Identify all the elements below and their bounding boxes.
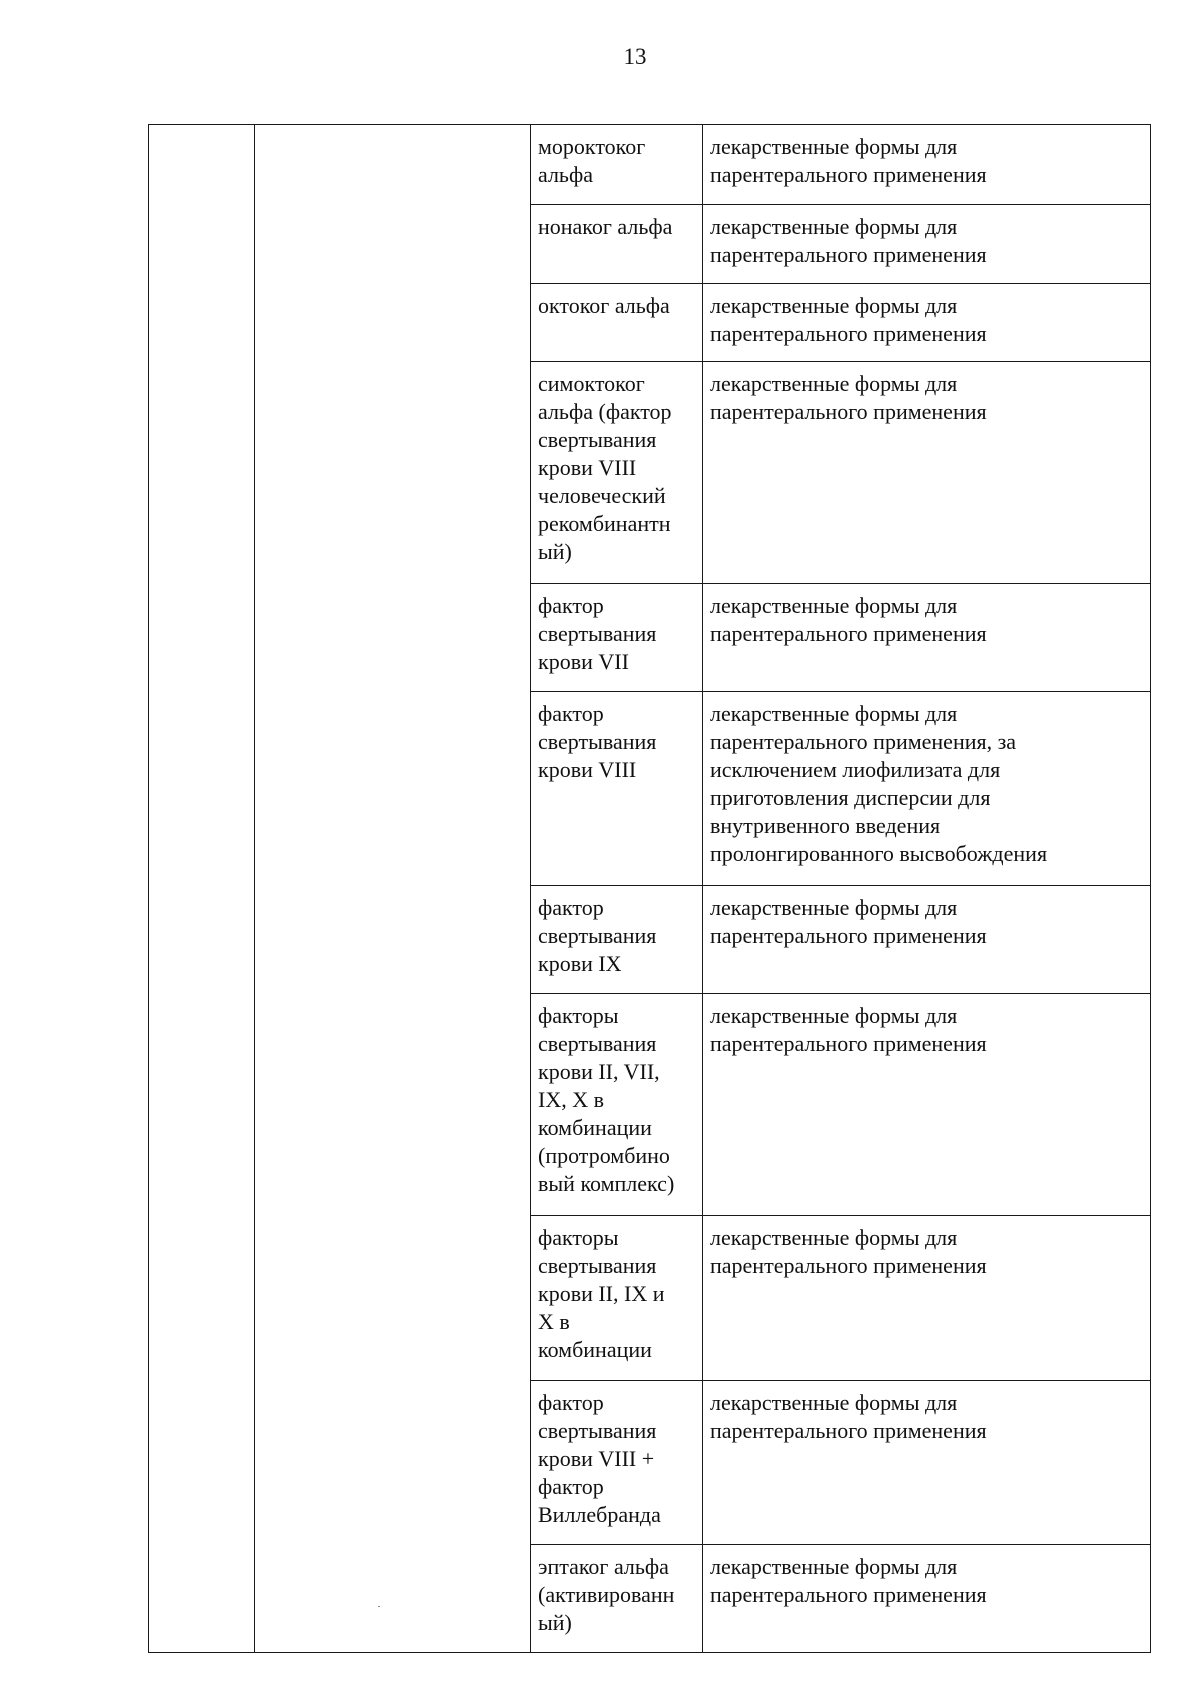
dosage-form-cell: лекарственные формы для парентерального применения [703, 1216, 1151, 1381]
scan-speck [378, 1606, 380, 1607]
drug-name-cell: фактор свертывания крови IX [531, 886, 703, 994]
drug-name-cell: мороктоког альфа [531, 125, 703, 205]
dosage-form-cell: лекарственные формы для парентерального применения [703, 584, 1151, 692]
drug-name-cell: факторы свертывания крови II, VII, IX, X в комбинации (протромбино вый комплекс) [531, 994, 703, 1216]
drug-name-cell: эптаког альфа (активированн ый) [531, 1545, 703, 1653]
medication-table [148, 124, 1151, 1653]
dosage-form-cell: лекарственные формы для парентерального применения [703, 1381, 1151, 1545]
drug-name-cell: симоктоког альфа (фактор свертывания крови VIII человеческий рекомбинантн ый) [531, 362, 703, 584]
group-column-cell [255, 125, 531, 1653]
dosage-form-cell: лекарственные формы для парентерального применения [703, 205, 1151, 284]
dosage-form-cell: лекарственные формы для парентерального применения [703, 362, 1151, 584]
dosage-form-cell: лекарственные формы для парентерального применения [703, 886, 1151, 994]
drug-name-cell: факторы свертывания крови II, IX и X в комбинации [531, 1216, 703, 1381]
drug-name-cell: октоког альфа [531, 284, 703, 362]
table-row [149, 125, 1151, 205]
dosage-form-cell: лекарственные формы для парентерального применения, за исключением лиофилизата для приготовления дисперсии для внутривенного введения пролонгированного высвобождения [703, 692, 1151, 886]
drug-name-cell: фактор свертывания крови VIII + фактор Виллебранда [531, 1381, 703, 1545]
drug-name-cell: фактор свертывания крови VII [531, 584, 703, 692]
code-column-cell [149, 125, 255, 1653]
drug-name-cell: нонаког альфа [531, 205, 703, 284]
dosage-form-cell: лекарственные формы для парентерального применения [703, 284, 1151, 362]
dosage-form-cell: лекарственные формы для парентерального применения [703, 125, 1151, 205]
drug-name-cell: фактор свертывания крови VIII [531, 692, 703, 886]
dosage-form-cell: лекарственные формы для парентерального применения [703, 994, 1151, 1216]
dosage-form-cell: лекарственные формы для парентерального применения [703, 1545, 1151, 1653]
page-number: 13 [623, 44, 647, 69]
